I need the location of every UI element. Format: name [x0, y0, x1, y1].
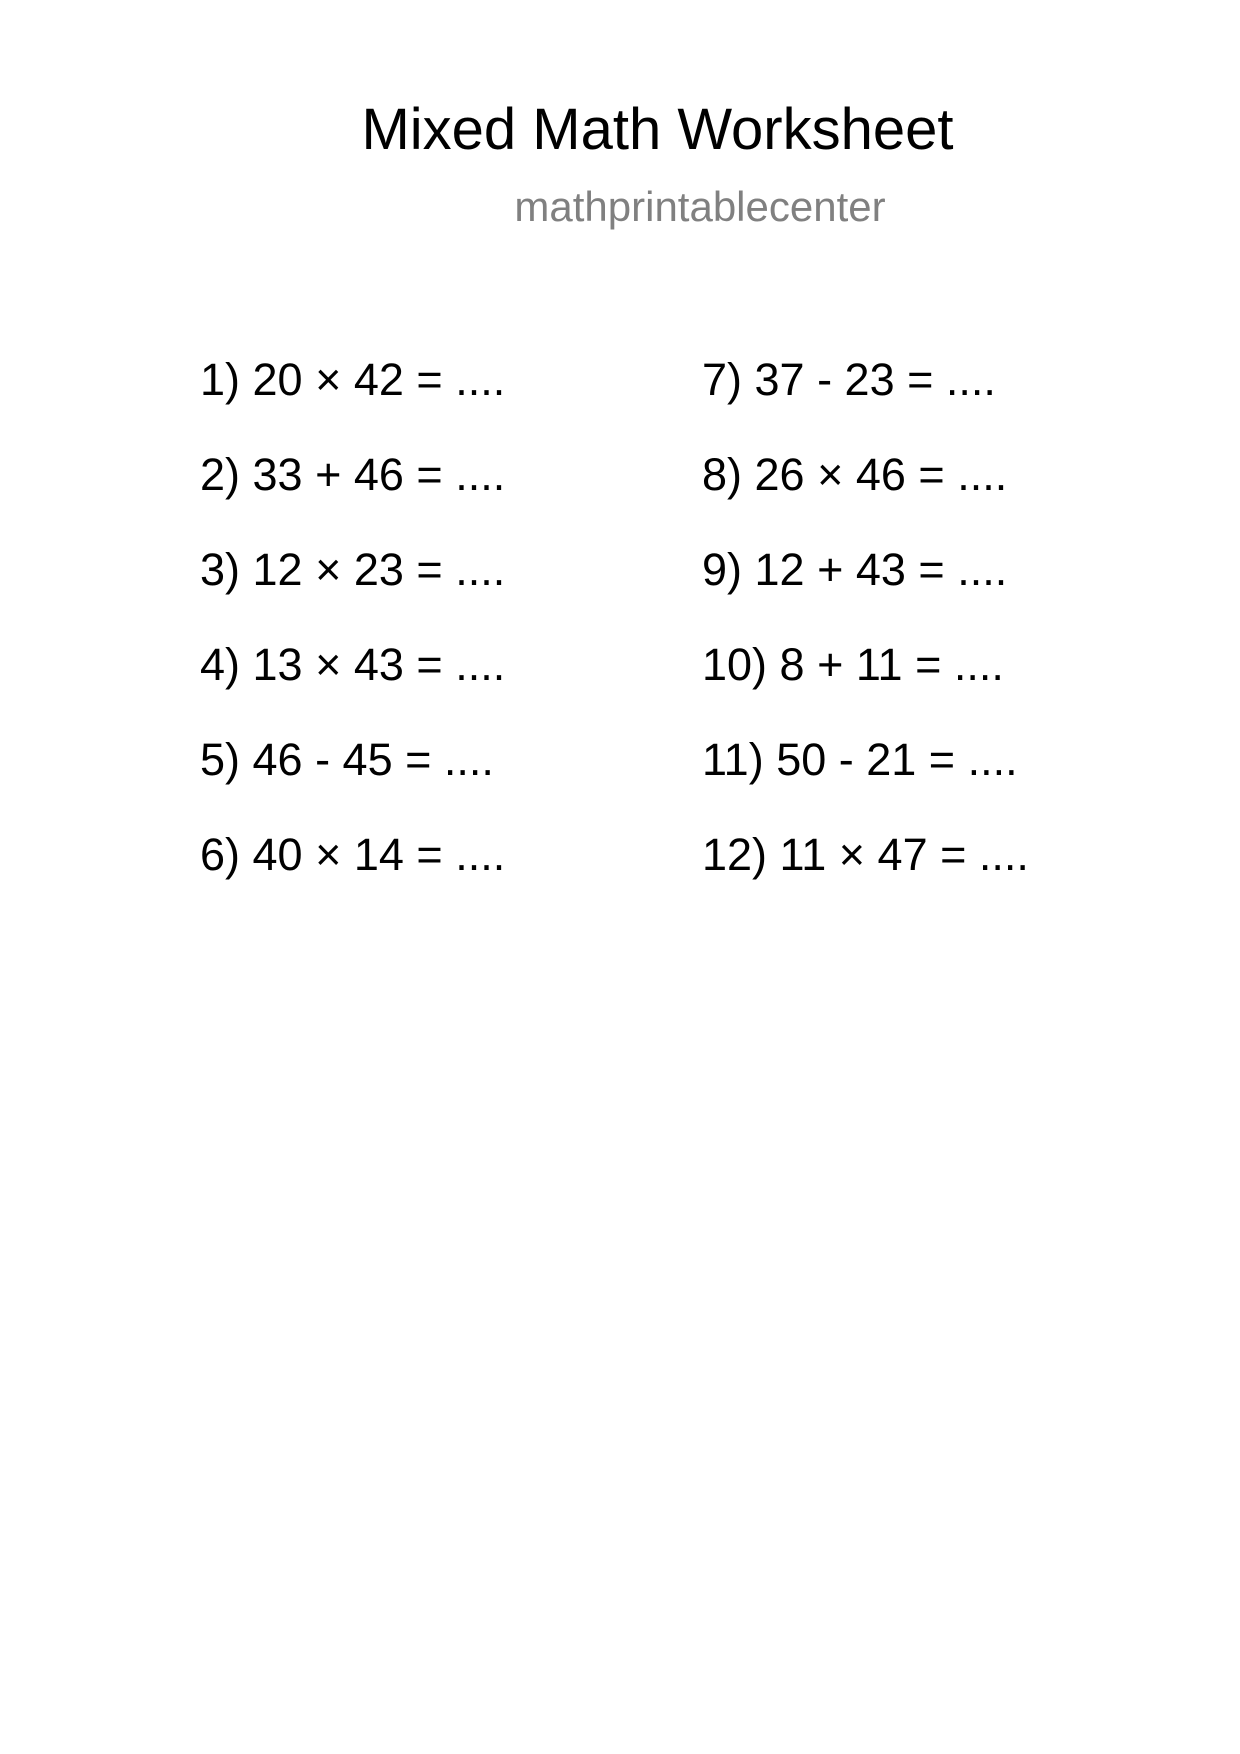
problem-12: 12) 11 × 47 = ....: [702, 829, 1029, 880]
problem-10: 10) 8 + 11 = ....: [702, 639, 1004, 690]
problem-1: 1) 20 × 42 = ....: [200, 354, 506, 405]
worksheet-title: Mixed Math Worksheet: [361, 97, 954, 162]
problems-left-column: [200, 355, 505, 925]
problem-4: 4) 13 × 43 = ....: [200, 639, 506, 690]
problem-2: 2) 33 + 46 = ....: [200, 449, 506, 500]
problem-9: 9) 12 + 43 = ....: [702, 544, 1008, 595]
problem-5: 5) 46 - 45 = ....: [200, 734, 494, 785]
problem-8: 8) 26 × 46 = ....: [702, 449, 1008, 500]
problem-3: 3) 12 × 23 = ....: [200, 544, 506, 595]
problem-11: 11) 50 - 21 = ....: [702, 734, 1018, 785]
worksheet-subtitle: mathprintablecenter: [514, 183, 886, 230]
problem-6: 6) 40 × 14 = ....: [200, 829, 506, 880]
problems-right-column: [702, 355, 1029, 925]
problem-7: 7) 37 - 23 = ....: [702, 354, 996, 405]
